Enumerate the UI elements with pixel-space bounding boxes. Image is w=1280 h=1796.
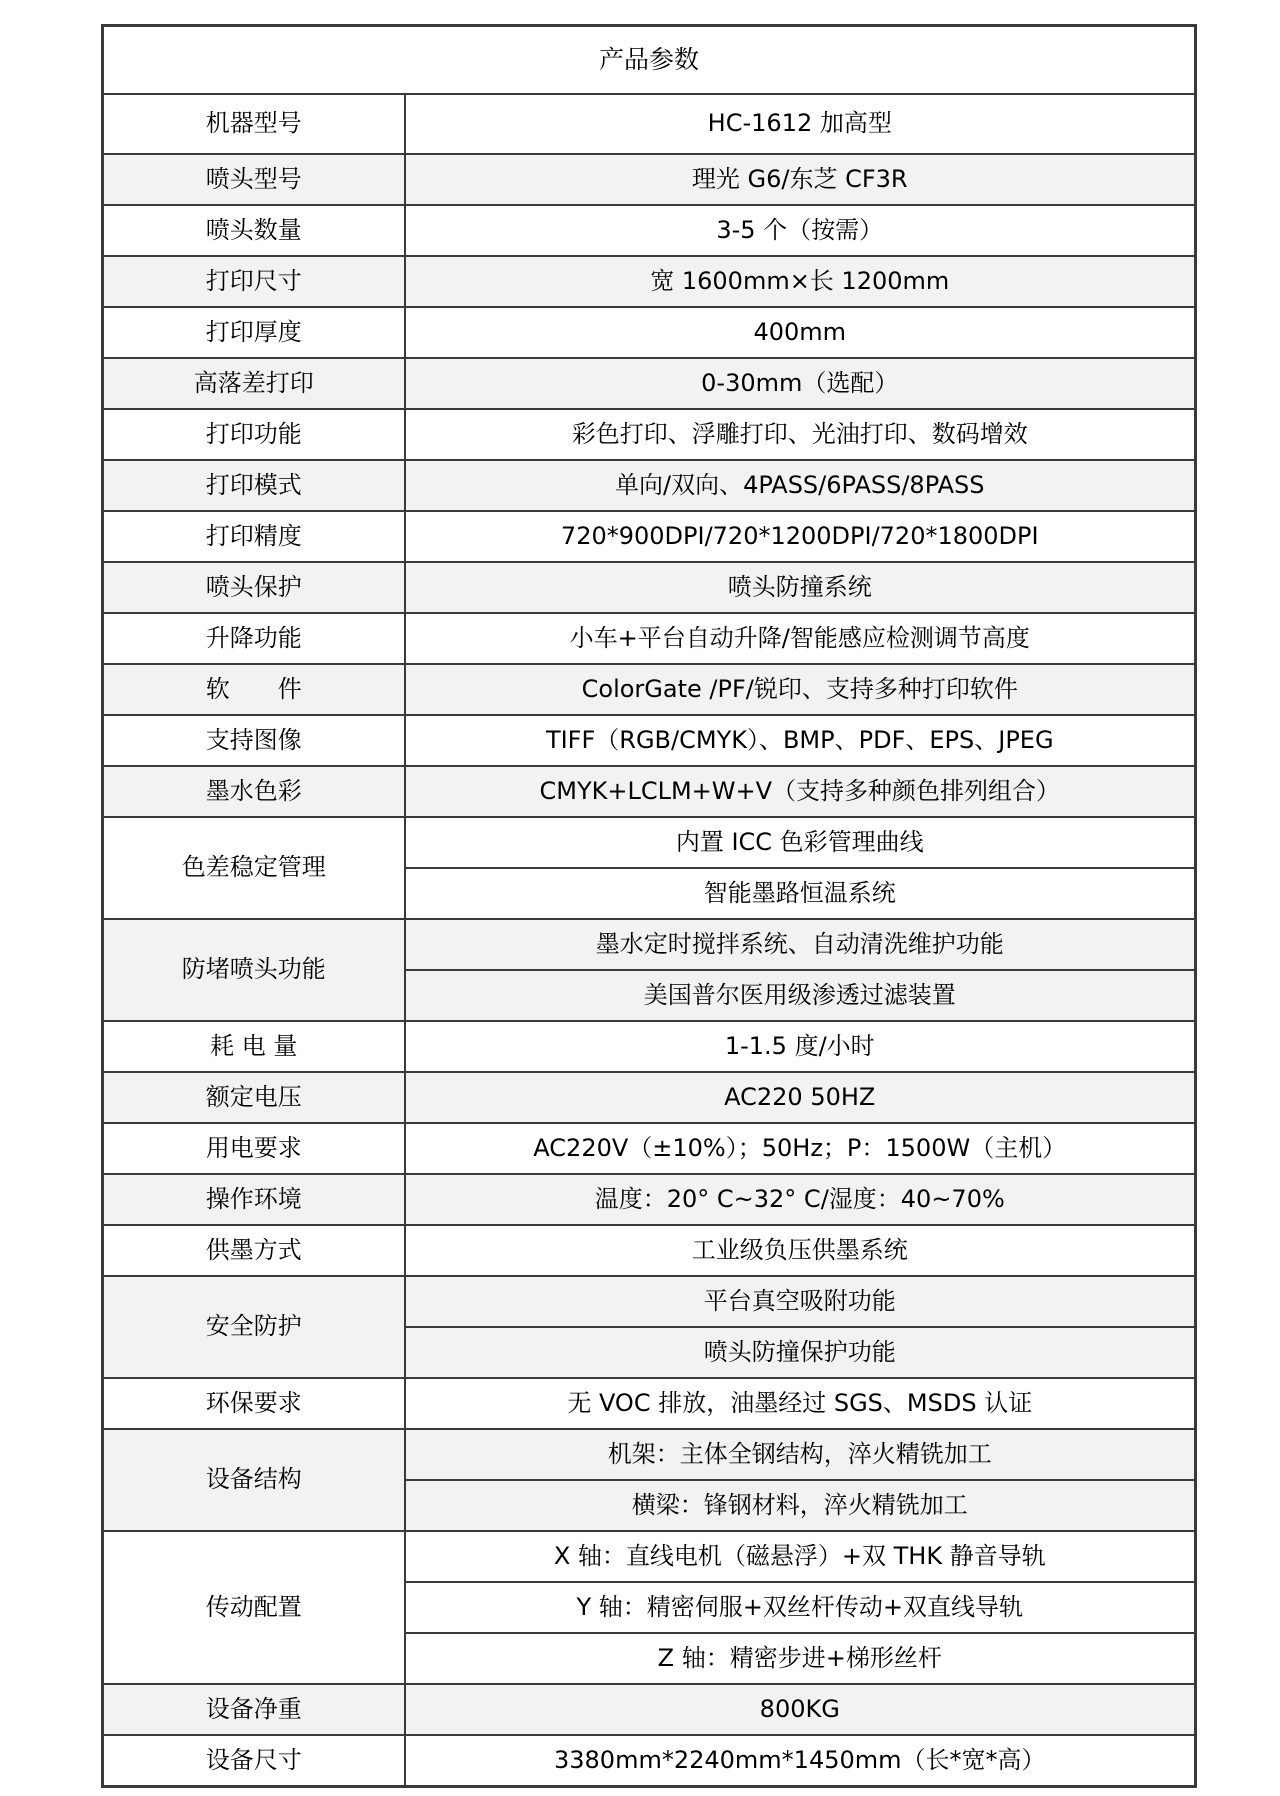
- spec-value: 0-30mm（选配）: [405, 358, 1196, 409]
- spec-value: ColorGate /PF/锐印、支持多种打印软件: [405, 664, 1196, 715]
- spec-value: 单向/双向、4PASS/6PASS/8PASS: [405, 460, 1196, 511]
- table-row: [103, 1174, 1196, 1225]
- spec-label: 环保要求: [103, 1378, 405, 1429]
- spec-value: TIFF（RGB/CMYK）、BMP、PDF、EPS、JPEG: [405, 715, 1196, 766]
- spec-value: 720*900DPI/720*1200DPI/720*1800DPI: [405, 511, 1196, 562]
- table-row: [103, 766, 1196, 817]
- spec-value: AC220V（±10%）；50Hz；P：1500W（主机）: [405, 1123, 1196, 1174]
- table-row: [103, 307, 1196, 358]
- table-row: [103, 613, 1196, 664]
- table-row: [103, 358, 1196, 409]
- spec-label: 额定电压: [103, 1072, 405, 1123]
- spec-value: 1-1.5 度/小时: [405, 1021, 1196, 1072]
- table-row: [103, 1684, 1196, 1735]
- spec-value: 3380mm*2240mm*1450mm（长*宽*高）: [405, 1735, 1196, 1787]
- spec-value: 横梁：锋钢材料，淬火精铣加工: [405, 1480, 1196, 1531]
- spec-label: 操作环境: [103, 1174, 405, 1225]
- spec-value: 美国普尔医用级渗透过滤装置: [405, 970, 1196, 1021]
- spec-label: 高落差打印: [103, 358, 405, 409]
- table-row: [103, 511, 1196, 562]
- spec-value: 宽 1600mm×长 1200mm: [405, 256, 1196, 307]
- spec-label: 耗 电 量: [103, 1021, 405, 1072]
- spec-value: CMYK+LCLM+W+V（支持多种颜色排列组合）: [405, 766, 1196, 817]
- spec-label: 支持图像: [103, 715, 405, 766]
- table-row: [103, 409, 1196, 460]
- table-row-group: [103, 817, 1196, 868]
- spec-label: 喷头保护: [103, 562, 405, 613]
- spec-label: 墨水色彩: [103, 766, 405, 817]
- table-row: [103, 1072, 1196, 1123]
- table-row-group: [103, 1276, 1196, 1327]
- spec-value: 温度：20° C~32° C/湿度：40~70%: [405, 1174, 1196, 1225]
- spec-label: 软 件: [103, 664, 405, 715]
- spec-value: Z 轴：精密步进+梯形丝杆: [405, 1633, 1196, 1684]
- spec-value: 工业级负压供墨系统: [405, 1225, 1196, 1276]
- table-row: [103, 1735, 1196, 1787]
- spec-label: 喷头数量: [103, 205, 405, 256]
- spec-label: 打印模式: [103, 460, 405, 511]
- spec-label: 供墨方式: [103, 1225, 405, 1276]
- product-spec-table: [101, 24, 1197, 1788]
- table-row: [103, 562, 1196, 613]
- spec-label: 设备尺寸: [103, 1735, 405, 1787]
- spec-label: 设备净重: [103, 1684, 405, 1735]
- table-row: [103, 460, 1196, 511]
- table-row: [103, 94, 1196, 154]
- table-row-group: [103, 1429, 1196, 1480]
- table-row: [103, 715, 1196, 766]
- spec-value: 内置 ICC 色彩管理曲线: [405, 817, 1196, 868]
- table-header-row: [103, 26, 1196, 95]
- table-row: [103, 1378, 1196, 1429]
- spec-label: 喷头型号: [103, 154, 405, 205]
- spec-label: 设备结构: [103, 1429, 405, 1531]
- spec-value: 智能墨路恒温系统: [405, 868, 1196, 919]
- table-row: [103, 256, 1196, 307]
- spec-value: HC-1612 加高型: [405, 94, 1196, 154]
- spec-value: 理光 G6/东芝 CF3R: [405, 154, 1196, 205]
- spec-value: AC220 50HZ: [405, 1072, 1196, 1123]
- spec-value: 喷头防撞保护功能: [405, 1327, 1196, 1378]
- table-row: [103, 1021, 1196, 1072]
- spec-value: 机架：主体全钢结构，淬火精铣加工: [405, 1429, 1196, 1480]
- spec-value: Y 轴：精密伺服+双丝杆传动+双直线导轨: [405, 1582, 1196, 1633]
- table-row: [103, 664, 1196, 715]
- spec-value: 彩色打印、浮雕打印、光油打印、数码增效: [405, 409, 1196, 460]
- spec-label: 打印功能: [103, 409, 405, 460]
- spec-label: 防堵喷头功能: [103, 919, 405, 1021]
- spec-value: 3-5 个（按需）: [405, 205, 1196, 256]
- spec-label: 打印精度: [103, 511, 405, 562]
- spec-label: 安全防护: [103, 1276, 405, 1378]
- table-row: [103, 1123, 1196, 1174]
- spec-label: 传动配置: [103, 1531, 405, 1684]
- spec-label: 色差稳定管理: [103, 817, 405, 919]
- spec-value: 平台真空吸附功能: [405, 1276, 1196, 1327]
- table-row: [103, 1225, 1196, 1276]
- spec-label: 打印尺寸: [103, 256, 405, 307]
- spec-label: 打印厚度: [103, 307, 405, 358]
- spec-value: X 轴：直线电机（磁悬浮）+双 THK 静音导轨: [405, 1531, 1196, 1582]
- spec-label: 用电要求: [103, 1123, 405, 1174]
- spec-value: 400mm: [405, 307, 1196, 358]
- spec-label: 机器型号: [103, 94, 405, 154]
- table-title: 产品参数: [103, 26, 1196, 95]
- spec-value: 小车+平台自动升降/智能感应检测调节高度: [405, 613, 1196, 664]
- table-row-group: [103, 1531, 1196, 1582]
- table-row-group: [103, 919, 1196, 970]
- table-row: [103, 205, 1196, 256]
- spec-value: 墨水定时搅拌系统、自动清洗维护功能: [405, 919, 1196, 970]
- table-row: [103, 154, 1196, 205]
- spec-label: 升降功能: [103, 613, 405, 664]
- spec-value: 喷头防撞系统: [405, 562, 1196, 613]
- spec-value: 800KG: [405, 1684, 1196, 1735]
- spec-value: 无 VOC 排放，油墨经过 SGS、MSDS 认证: [405, 1378, 1196, 1429]
